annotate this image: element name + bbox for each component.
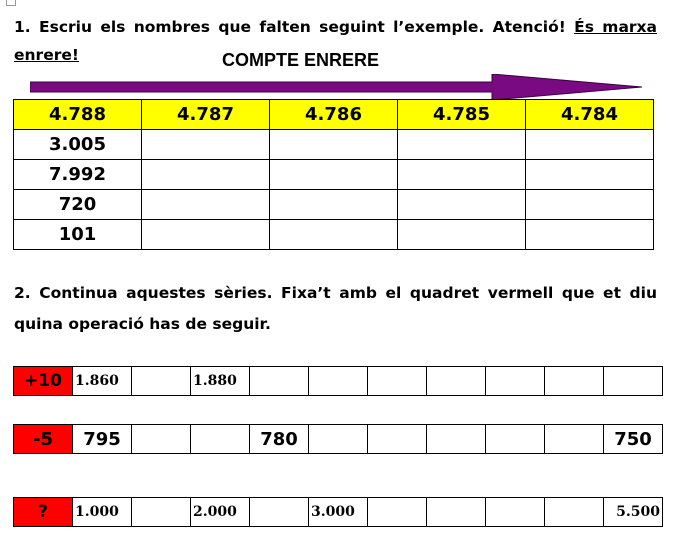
series-cell[interactable] <box>427 425 486 454</box>
series-cell: 1.860 <box>73 367 132 396</box>
answer-cell[interactable] <box>526 130 654 160</box>
countdown-table <box>13 99 654 250</box>
series-cell[interactable] <box>132 498 191 527</box>
header-cell: 4.785 <box>398 100 526 130</box>
header-cell: 4.787 <box>142 100 270 130</box>
series-cell: 780 <box>250 425 309 454</box>
answer-cell[interactable] <box>270 220 398 250</box>
series-cell[interactable] <box>545 367 604 396</box>
table-header-row <box>14 100 654 130</box>
series-cell[interactable] <box>486 425 545 454</box>
series-cell[interactable] <box>604 367 663 396</box>
header-cell: 4.784 <box>526 100 654 130</box>
answer-cell[interactable] <box>142 130 270 160</box>
series-row-3 <box>13 497 663 527</box>
table-row <box>14 190 654 220</box>
question-1-text: 1. Escriu els nombres que falten seguint l’exemple. Atenció! <box>14 18 575 36</box>
series-cell: 1.000 <box>73 498 132 527</box>
answer-cell[interactable] <box>270 160 398 190</box>
series-cell: 5.500 <box>604 498 663 527</box>
series-cell[interactable] <box>250 498 309 527</box>
right-arrow-icon <box>30 74 644 100</box>
series-cell[interactable] <box>250 367 309 396</box>
series-cell[interactable] <box>486 498 545 527</box>
start-cell: 720 <box>14 190 142 220</box>
header-cell: 4.786 <box>270 100 398 130</box>
series-cell[interactable] <box>427 498 486 527</box>
operation-cell: -5 <box>14 425 73 454</box>
series-cell[interactable] <box>368 367 427 396</box>
series-cell[interactable] <box>368 425 427 454</box>
series-cell[interactable] <box>545 498 604 527</box>
series-cell[interactable] <box>309 425 368 454</box>
series-cell: 795 <box>73 425 132 454</box>
start-cell: 101 <box>14 220 142 250</box>
answer-cell[interactable] <box>142 190 270 220</box>
series-cell[interactable] <box>132 367 191 396</box>
series-cell[interactable] <box>191 425 250 454</box>
operation-cell: +10 <box>14 367 73 396</box>
corner-marker <box>6 0 16 6</box>
series-cell: 2.000 <box>191 498 250 527</box>
answer-cell[interactable] <box>526 160 654 190</box>
series-cell[interactable] <box>427 367 486 396</box>
series-row-1 <box>13 366 663 396</box>
series-cell: 3.000 <box>309 498 368 527</box>
series-cell[interactable] <box>309 367 368 396</box>
answer-cell[interactable] <box>142 220 270 250</box>
series-cell[interactable] <box>486 367 545 396</box>
series-cell[interactable] <box>368 498 427 527</box>
answer-cell[interactable] <box>270 190 398 220</box>
series-row-2 <box>13 424 663 454</box>
question-1-warning: És marxa enrere! <box>14 18 657 64</box>
answer-cell[interactable] <box>398 160 526 190</box>
answer-cell[interactable] <box>526 220 654 250</box>
operation-cell: ? <box>14 498 73 527</box>
series-cell: 750 <box>604 425 663 454</box>
start-cell: 7.992 <box>14 160 142 190</box>
table-row <box>14 160 654 190</box>
answer-cell[interactable] <box>398 130 526 160</box>
answer-cell[interactable] <box>270 130 398 160</box>
table-row <box>14 130 654 160</box>
answer-cell[interactable] <box>398 190 526 220</box>
answer-cell[interactable] <box>398 220 526 250</box>
question-2: 2. Continua aquestes sèries. Fixa’t amb el quadret vermell que et diu quina operació has de seguir. <box>14 284 657 333</box>
arrow-title: COMPTE ENRERE <box>222 50 380 70</box>
start-cell: 3.005 <box>14 130 142 160</box>
header-cell: 4.788 <box>14 100 142 130</box>
table-row <box>14 220 654 250</box>
series-cell: 1.880 <box>191 367 250 396</box>
series-cell[interactable] <box>545 425 604 454</box>
series-cell[interactable] <box>132 425 191 454</box>
answer-cell[interactable] <box>142 160 270 190</box>
answer-cell[interactable] <box>526 190 654 220</box>
